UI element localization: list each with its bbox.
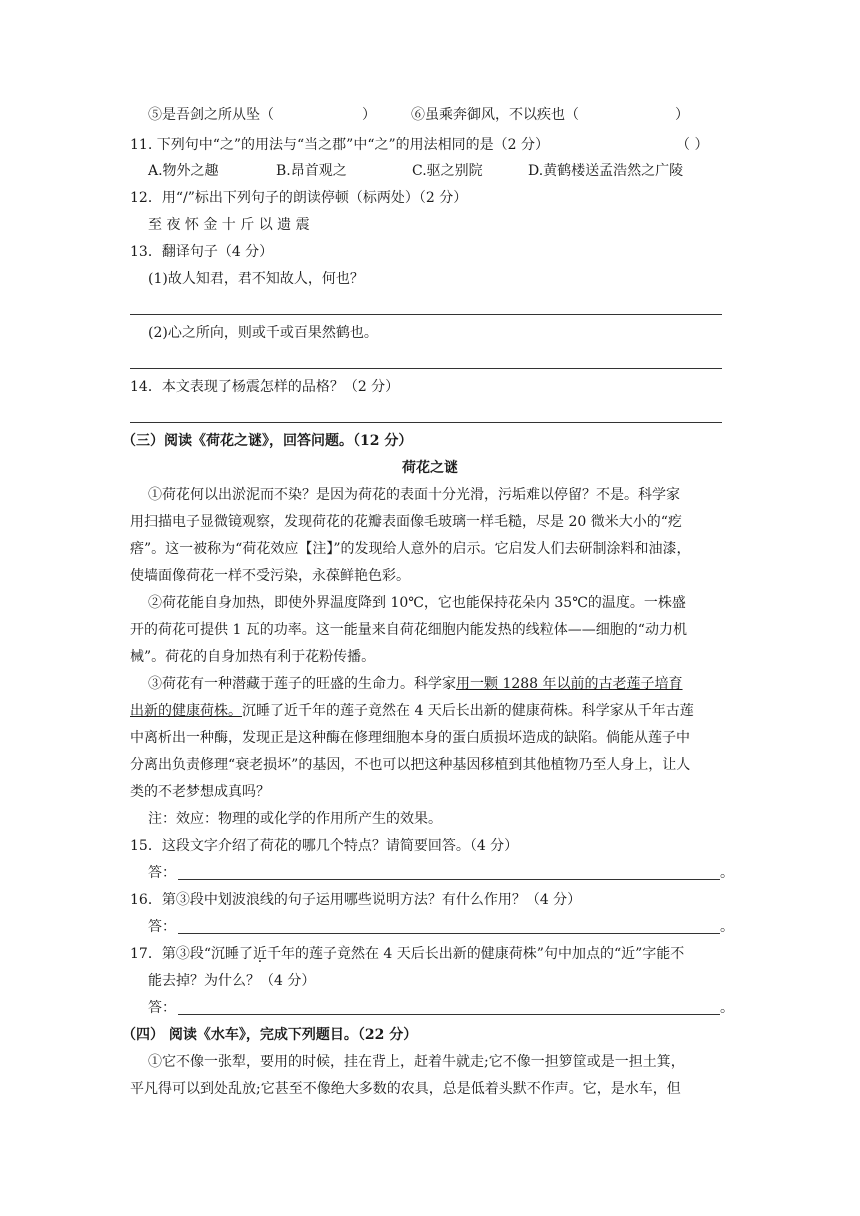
q17-stem-line1: 17．第③段“沉睡了近千年的莲子竟然在 4 天后长出新的健康荷株”句中加点的“近”字能不 <box>130 946 685 962</box>
q10-item-5: ⑤是吾剑之所从坠（ ） <box>148 107 376 123</box>
q17-answer-label: 答： <box>148 1000 176 1016</box>
wavy-underlined-sentence-part2: 出新的健康荷株。 <box>130 703 242 719</box>
q10-item-6: ⑥虽乘奔御风，不以疾也（ ） <box>411 107 689 123</box>
q11-option-d: D.黄鹤楼送孟浩然之广陵 <box>528 163 684 179</box>
para3-line1: ③荷花有一种潜藏于莲子的旺盛的生命力。科学家用一颗 1288 年以前的古老莲子培育 <box>148 676 683 692</box>
q16-stem: 16．第③段中划波浪线的句子运用哪些说明方法？有什么作用？（4 分） <box>130 892 582 908</box>
wavy-underlined-sentence-part1: 用一颗 1288 年以前的古老莲子培育 <box>456 676 683 692</box>
q11-option-a: A.物外之趣 <box>148 163 219 179</box>
q16-answer-label: 答： <box>148 919 176 935</box>
para2-line1: ②荷花能自身加热，即使外界温度降到 10℃，它也能保持花朵内 35℃的温度。一株盛 <box>148 595 686 611</box>
q17-answer-end: 。 <box>720 1000 734 1016</box>
q11-stem: 11. 下列句中“之”的用法与“当之郡”中“之”的用法相同的是（2 分） <box>130 137 550 153</box>
article-title: 荷花之谜 <box>402 460 458 476</box>
para3-line5: 类的不老梦想成真吗？ <box>130 784 270 800</box>
q13-answer-line-2[interactable] <box>130 368 722 369</box>
para1-line4: 使墙面像荷花一样不受污染，永葆鲜艳色彩。 <box>130 568 410 584</box>
q13-answer-line-1[interactable] <box>130 314 722 315</box>
section4-para1-line1: ①它不像一张犁，要用的时候，挂在背上，赶着牛就走;它不像一担箩筐或是一担土箕， <box>148 1054 685 1070</box>
para3-line4: 分离出负责修理“衰老损坏”的基因，不也可以把这种基因移植到其他植物乃至人身上，让人 <box>130 757 691 773</box>
q14-stem: 14．本文表现了杨震怎样的品格？（2 分） <box>130 379 400 395</box>
q15-stem: 15．这段文字介绍了荷花的哪几个特点？请简要回答。（4 分） <box>130 838 519 854</box>
para1-line2: 用扫描电子显微镜观察，发现荷花的花瓣表面像毛玻璃一样毛糙，尽是 20 微米大小的“疙 <box>130 514 682 530</box>
para1-line3: 瘩”。这一被称为“荷花效应【注】”的发现给人意外的启示。它启发人们去研制涂料和油漆， <box>130 541 691 557</box>
q11-option-b: B.昂首观之 <box>276 163 347 179</box>
para2-line2: 开的荷花可提供 1 瓦的功率。这一能量来自荷花细胞内能发热的线粒体——细胞的“动力机 <box>130 622 687 638</box>
q11-answer-paren: （ ） <box>676 137 709 153</box>
q13-stem: 13．翻译句子（4 分） <box>130 244 274 260</box>
q17-stem-line2: 能去掉？为什么？（4 分） <box>148 973 316 989</box>
section3-heading: （三）阅读《荷花之谜》，回答问题。（12 分） <box>122 433 413 449</box>
q16-answer-end: 。 <box>720 919 734 935</box>
section4-heading: （四） 阅读《水车》，完成下列题目。（22 分） <box>122 1027 418 1043</box>
q11-option-c: C.驱之别院 <box>412 163 483 179</box>
q17-answer-line[interactable] <box>178 1014 720 1015</box>
q13-sentence-1: (1)故人知君，君不知故人，何也？ <box>148 271 364 287</box>
q12-stem: 12．用“/”标出下列句子的朗读停顿（标两处）（2 分） <box>130 190 468 206</box>
q15-answer-end: 。 <box>720 865 734 881</box>
para1-line1: ①荷花何以出淤泥而不染？是因为荷花的表面十分光滑，污垢难以停留？不是。科学家 <box>148 487 680 503</box>
para3-line2: 出新的健康荷株。沉睡了近千年的莲子竟然在 4 天后长出新的健康荷株。科学家从千年古莲 <box>130 703 694 719</box>
q14-answer-line[interactable] <box>130 422 722 423</box>
q15-answer-label: 答： <box>148 865 176 881</box>
q12-sentence: 至 夜 怀 金 十 斤 以 遗 震 <box>148 217 310 233</box>
emphasis-dot-char: 近 <box>252 946 267 962</box>
para3-line3: 中离析出一种酶，发现正是这种酶在修理细胞本身的蛋白质损坏造成的缺陷。倘能从莲子中 <box>130 730 690 746</box>
q13-sentence-2: (2)心之所向，则或千或百果然鹤也。 <box>148 325 378 341</box>
article-note: 注：效应：物理的或化学的作用所产生的效果。 <box>148 811 442 827</box>
q16-answer-line[interactable] <box>178 933 720 934</box>
para2-line3: 械”。荷花的自身加热有利于花粉传播。 <box>130 649 376 665</box>
section4-para1-line2: 平凡得可以到处乱放;它甚至不像绝大多数的农具，总是低着头默不作声。它，是水车，但 <box>130 1081 681 1097</box>
q15-answer-line[interactable] <box>178 879 720 880</box>
